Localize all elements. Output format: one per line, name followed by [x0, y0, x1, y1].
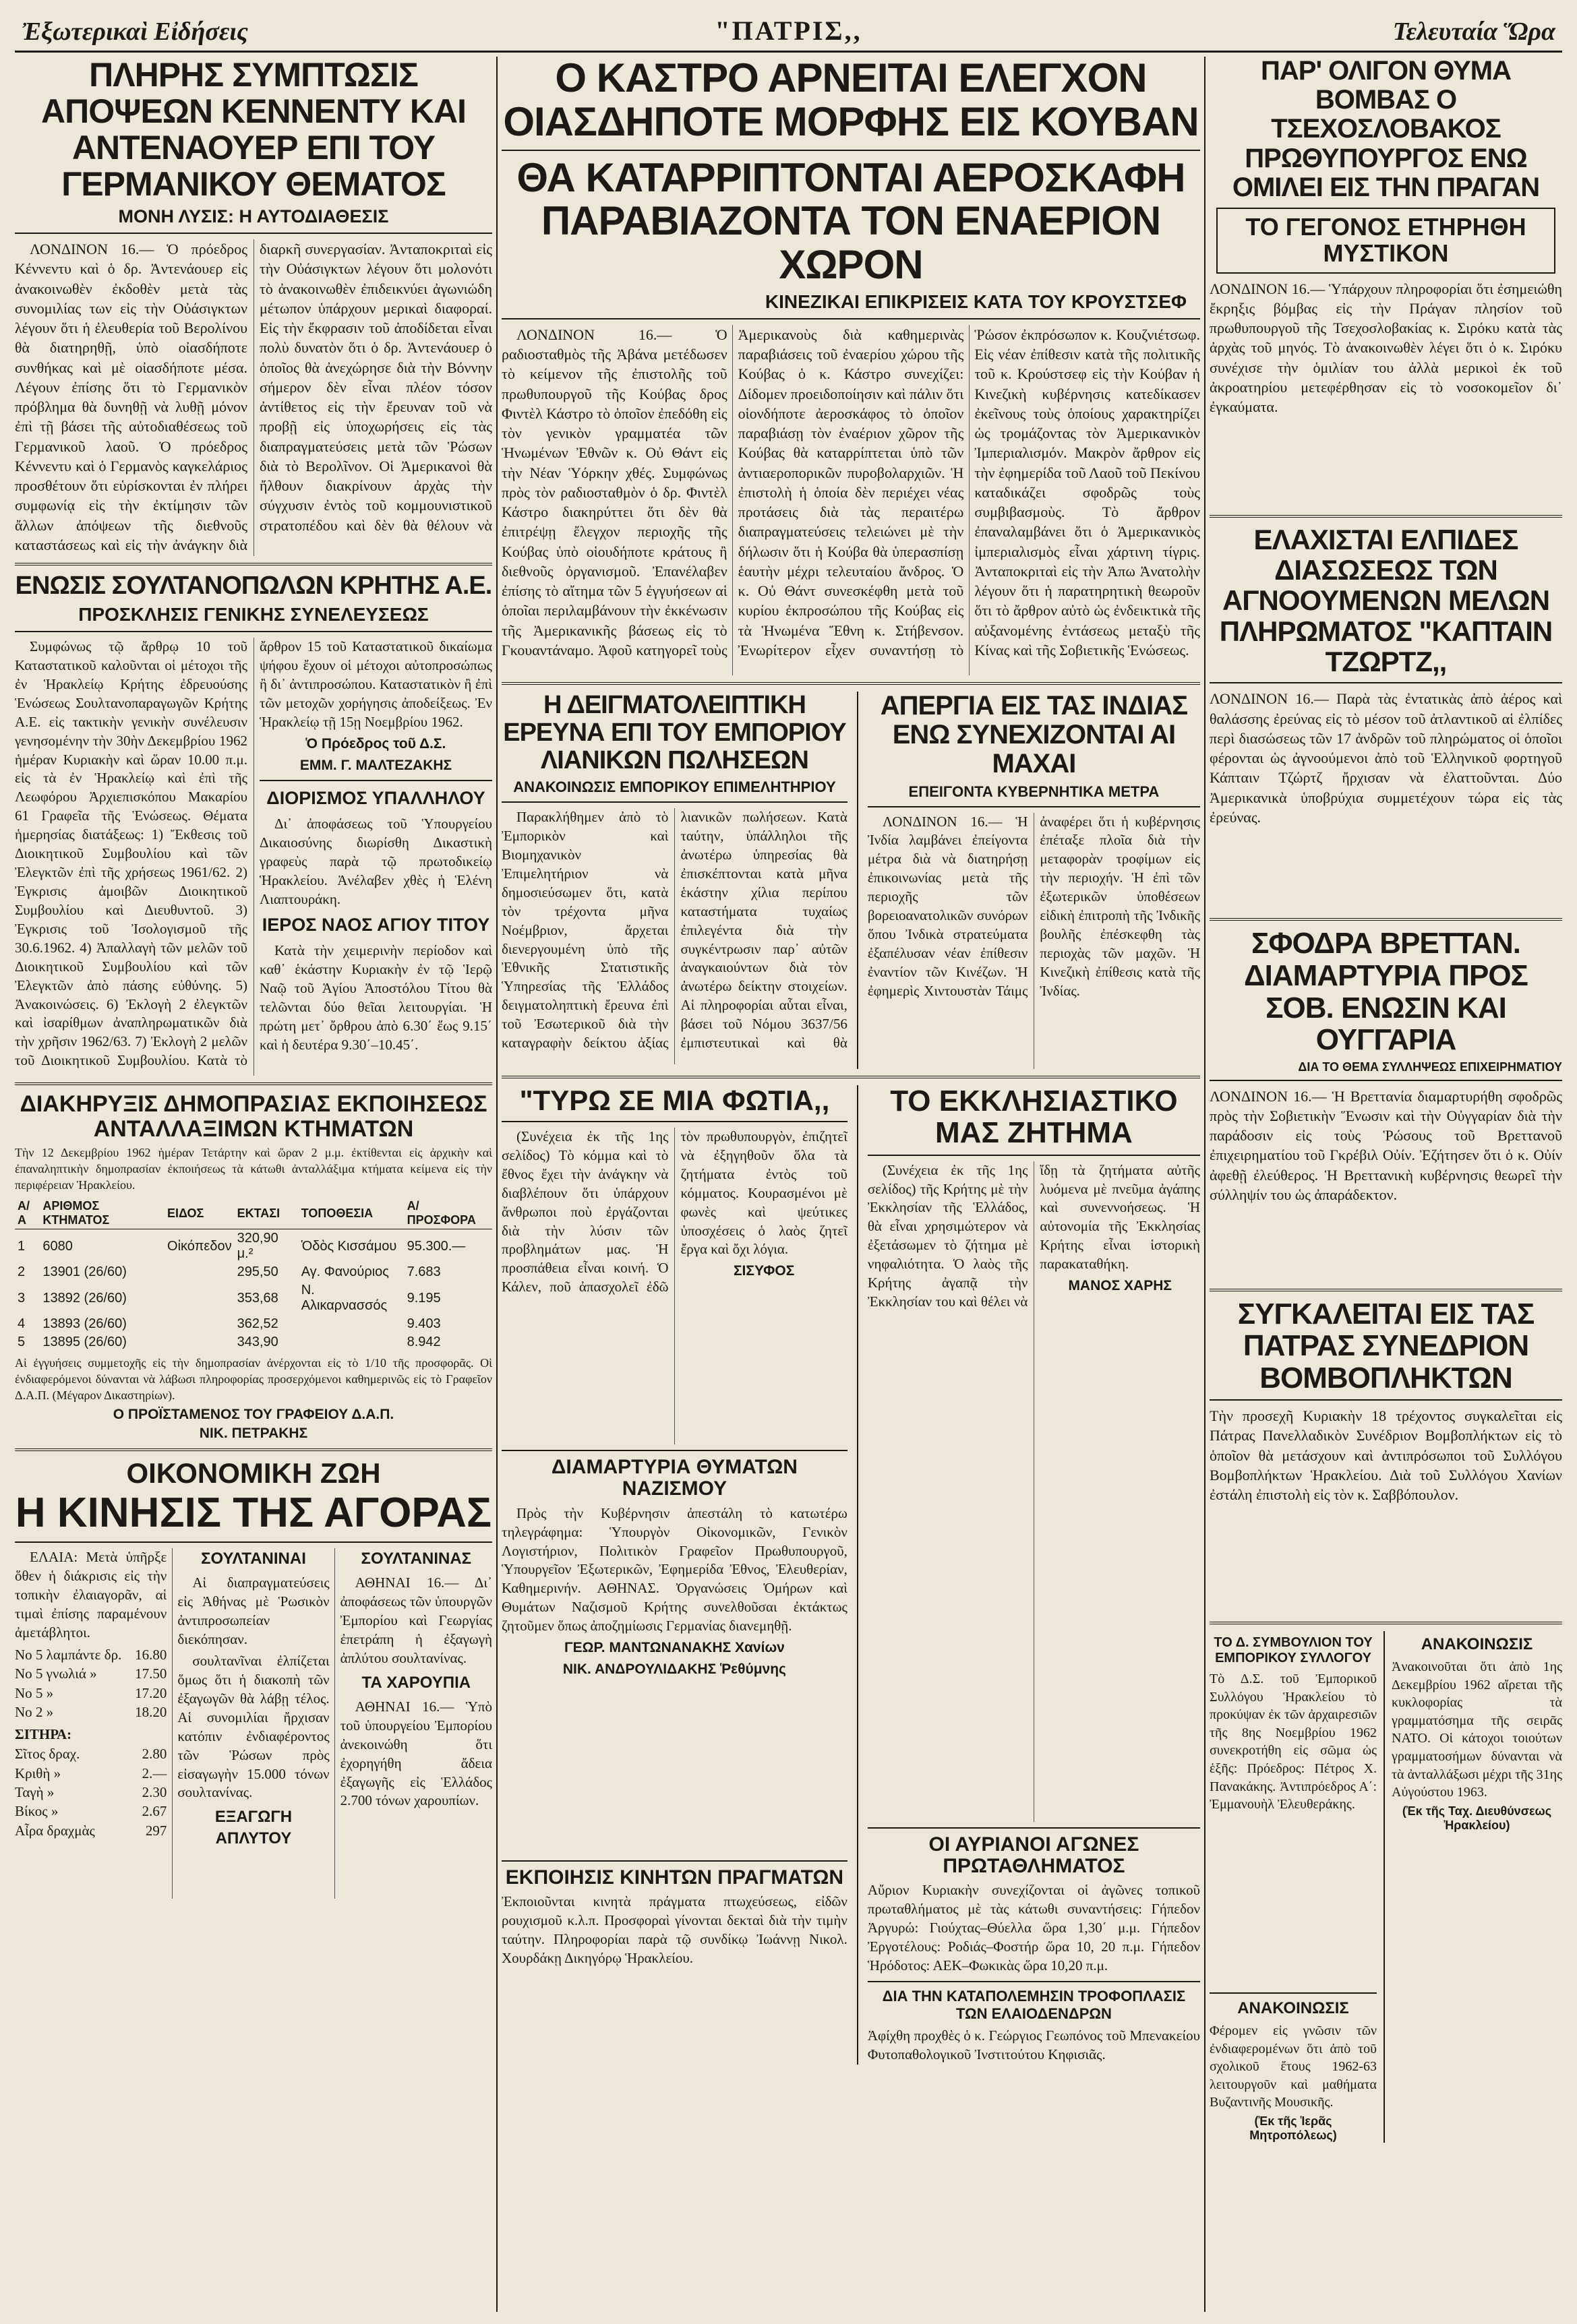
headline-retail-survey: Η ΔΕΙΓΜΑΤΟΛΕΙΠΤΙΚΗ ΕΡΕΥΝΑ ΕΠΙ ΤΟΥ ΕΜΠΟΡΙΟΥ ΛΙΑΝΙΚΩΝ ΠΩΛΗΣΕΩΝ [503, 690, 846, 775]
auction-notes: Αἱ ἐγγυήσεις συμμετοχῆς εἰς τὴν δημοπρασίαν ἀνέρχονται εἰς τὸ 1/10 τῆς προσφορᾶς. Οἱ ἐνδιαφερόμενοι δύνανται νὰ λάβωσι πληροφορίας προσερχόμενοι καθημερινῶς εἰς τὸ Γραφεῖον Δ.Α.Π. (Μέγαρον Δικαστηρίων). [15, 1356, 492, 1403]
right-column: ΠΑΡ' ΟΛΙΓΟΝ ΘΥΜΑ ΒΟΜΒΑΣ Ο ΤΣΕΧΟΣΛΟΒΑΚΟΣ ΠΡΩΘΥΠΟΥΡΓΟΣ ΕΝΩ ΟΜΙΛΕΙ ΕΙΣ ΤΗΝ ΠΡΑΓΑΝ ΤΟ ΓΕΓΟΝΟΣ ΕΤΗΡΗΘΗ ΜΥΣΤΙΚΟΝ ΛΟΝΔΙΝΟΝ 16.— Ὑπάρχουν πληροφορίαι ὅτι ἐσημειώθη ἔκρηξις βόμβας εἰς τὴν Πράγαν πλησίον τοῦ πρωθυπουργοῦ τῆς Τσεχοσλοβακίας κ. Σιρόκυ κατὰ τὰς ἀρχὰς τοῦ μηνός. Τὸ ἀνακοινωθὲν λέγει ὅτι ὁ κ. Σιρόκυ συνέχισε τὴν ὁμιλίαν του ἀλλὰ μερικοὶ ἐκ τοῦ ἀκροατηρίου μετεφέρθησαν εἰς τὸ νοσοκομεῖον δι᾽ ἐγκαύματα. ΕΛΑΧΙΣΤΑΙ ΕΛΠΙΔΕΣ ΔΙΑΣΩΣΕΩΣ ΤΩΝ ΑΓΝΟΟΥΜΕΝΩΝ ΜΕΛΩΝ ΠΛΗΡΩΜΑΤΟΣ "ΚΑΠΤΑΙΝ ΤΖΩΡΤΖ,, ΛΟΝΔΙΝΟΝ 16.— Παρὰ τὰς ἐντατικὰς ἀπὸ ἀέρος καὶ θαλάσσης ἐρεύνας εἰς τὸ μέσον τοῦ ἀτλαντικοῦ αἱ ἐλπίδες περὶ διασώσεως τῶν 17 ἀνδρῶν τοῦ πληρώματος οἱ ὁποῖοι φέρονται ὡς ἀγνοούμενοι ἀπὸ τοῦ Ἑλληνικοῦ φορτηγοῦ Κάπταιν Τζώρτζ ἤρχισαν νὰ ἐλαττοῦνται. Δύο Ἀμερικανικὰ ὑποβρύχια συμμετέχουν τώρα εἰς τὰς ἐρεύνας. ΣΦΟΔΡΑ ΒΡΕΤΤΑΝ. ΔΙΑΜΑΡΤΥΡΙΑ ΠΡΟΣ ΣΟΒ. ΕΝΩΣΙΝ ΚΑΙ ΟΥΓΓΑΡΙΑ ΔΙΑ ΤΟ ΘΕΜΑ ΣΥΛΛΗΨΕΩΣ ΕΠΙΧΕΙΡΗΜΑΤΙΟΥ ΛΟΝΔΙΝΟΝ 16.— Ἡ Βρεττανία διαμαρτυρήθη σφοδρῶς πρὸς τὴν Σοβιετικὴν Ἕνωσιν καὶ τὴν Οὐγγαρίαν διὰ τὴν παράδοσιν εἰς τοὺς Ῥώσους τοῦ Βρεττανοῦ ἐπιχειρηματίου τοῦ Γκρέβιλ Οὐίν. Ἐζήτησεν ὅτι ὁ κ. Οὐίν ἀφεθῇ ἐλεύθερος. Ἡ Βρεττανικὴ κυβέρνησις θεωρεῖ τὴν σύλληψίν του ὡς ἀπαράδεκτον. ΣΥΓΚΑΛΕΙΤΑΙ ΕΙΣ ΤΑΣ ΠΑΤΡΑΣ ΣΥΝΕΔΡΙΟΝ ΒΟΜΒΟΠΛΗΚΤΩΝ Τὴν προσεχῆ Κυριακὴν 18 τρέχοντος συγκαλεῖται εἰς Πάτρας Πανελλαδικὸν Συνέδριον Βομβοπλήκτων εἰς τὸ ὁποῖον θὰ μετάσχουν καὶ ἀντιπρόσωποι τοῦ Συλλόγου Βομβοπλήκτων Ἡρακλείου. Διὰ τοῦ Συλλόγου Χανίων ἐστάλη ἐπιστολὴ εἰς τὸν κ. Σαββόπουλον. ΤΟ Δ. ΣΥΜΒΟΥΛΙΟΝ ΤΟΥ ΕΜΠΟΡΙΚΟΥ ΣΥΛΛΟΓΟΥ Τὸ Δ.Σ. τοῦ Ἐμπορικοῦ Συλλόγου Ἡρακλείου τὸ προκύψαν ἐκ τῶν ἀρχαιρεσιῶν τῆς 8ης Νοεμβρίου 1962 συνεκροτήθη εἰς σῶμα ὡς ἑξῆς: Πρόεδρος: Πέτρος Χ. Πανακάκης. Ἀντιπρόεδρος Α΄: Ἐμμανουὴλ Ἐλευθεράκης. ΑΝΑΚΟΙΝΩΣΙΣ Φέρομεν εἰς γνῶσιν τῶν ἐνδιαφερομένων ὅτι ἀπὸ τοῦ σχολικοῦ ἔτους 1962-63 λειτουργοῦν καὶ μαθήματα Βυζαντινῆς Μουσικῆς. (Ἐκ τῆς Ἱερᾶς Μητροπόλεως) ΑΝΑΚΟΙΝΩΣΙΣ Ἀνακοινοῦται ὅτι ἀπὸ 1ης Δεκεμβρίου 1962 αἴρεται τῆς κυκλοφορίας τὰ γραμματόσημα τῆς σειρᾶς ΝΑΤΟ. Οἱ κάτοχοι τοιούτων γραμματοσήμων δύνανται νὰ τὰ ἀνταλλάξωσι μέχρι τῆς 31ης Αὐγούστου 1963. (Ἐκ τῆς Ταχ. Διευθύνσεως Ἡρακλείου) [1210, 57, 1562, 2143]
headline-announcement-1: ΑΝΑΚΟΙΝΩΣΙΣ [1421, 1635, 1533, 1654]
table-row: 5 13895 (26/60) 343,90 8.942 [18, 1335, 441, 1350]
article-sultana-union: Συμφώνως τῷ ἄρθρῳ 10 τοῦ Καταστατικοῦ καλοῦνται οἱ μέτοχοι τῆς ἐν Ἡρακλείῳ Κρήτης ἐδρευούσης Ἑνώσεως Σουλτανοπαραγωγῶν Κρήτης Α.Ε. εἰς τακτικὴν γενικὴν συνέλευσιν γενησομένην τὴν 30ὴν Δεκεμβρίου 1962 ἡμέραν Κυριακὴν καὶ ὥραν 10.00 π.μ. εἰς τὰ ἐν Ἡρακλείῳ καὶ ἐπὶ τῆς Λεωφόρου Ἀρχιεπισκόπου Μακαρίου 61 Γραφεῖα τῆς Ἑνώσεως. Θέματα ἡμερησίας διατάξεως: 1) Ἔκθεσις τοῦ Διοικητικοῦ Συμβουλίου καὶ τῶν Ἐλεγκτῶν ἐπὶ τῆς χρήσεως 1961/62. 2) Ἐγκρισις ἀμοιβῶν Διοικητικοῦ Συμβουλίου καὶ Διευθυντοῦ. 3) Ἐγκρισις τοῦ Ἰσολογισμοῦ τῆς 30.6.1962. 4) Ἀπαλλαγὴ τῶν μελῶν τοῦ Διοικητικοῦ Συμβουλίου καὶ τῶν Ἐλεγκτῶν ἀπὸ πάσης εὐθύνης. 5) Ἀνακοινώσεις. 6) Ἐκλογὴ 2 ἐλεγκτῶν καὶ ἰσαρίθμων ἀναπληρωματικῶν διὰ τὴν χρῆσιν 1962/63. 7) Ἐκλογὴ 2 μελῶν τοῦ Διοικητικοῦ Συμβουλίου. Κατὰ τὸ ἄρθρον 15 τοῦ Καταστατικοῦ δικαίωμα ψήφου ἔχουν οἱ μέτοχοι αὐτοπροσώπως ἢ δι᾽ ἀντιπροσώπου. Καταστατικὸν ἢ ἐπὶ τῶν μετοχῶν χορήγησις ἀποδείξεως. Ἐν Ἡρακλείῳ τῇ 15ῃ Νοεμβρίου 1962. Ὁ Πρόεδρος τοῦ Δ.Σ. ΕΜΜ. Γ. ΜΑΛΤΕΖΑΚΗΣ ΔΙΟΡΙΣΜΟΣ ΥΠΑΛΛΗΛΟΥ Δι᾽ ἀποφάσεως τοῦ Ὑπουργείου Δικαιοσύνης διωρίσθη Δικαστικὴ γραφεὺς παρὰ τῷ πρωτοδικείῳ Ἡρακλείου. Ἀνέλαβεν χθὲς ἡ Ἑλένη Λιαπτουράκη. ΙΕΡΟΣ ΝΑΟΣ ΑΓΙΟΥ ΤΙΤΟΥ Κατὰ τὴν χειμερινὴν περίοδον καὶ καθ᾽ ἑκάστην Κυριακὴν ἐν τῷ Ἱερῷ Ναῷ τοῦ Ἁγίου Ἀποστόλου Τίτου θὰ τελῶνται δύο θεῖαι λειτουργίαι. Ἡ πρώτη μετ᾽ ὄρθρου ἀπὸ 6.30΄ ἕως 9.15΄ καὶ ἡ δευτέρα 9.30΄–10.45΄. [15, 638, 492, 1069]
article-captain-george: ΛΟΝΔΙΝΟΝ 16.— Παρὰ τὰς ἐντατικὰς ἀπὸ ἀέρος καὶ θαλάσσης ἐρεύνας εἰς τὸ μέσον τοῦ ἀτλαντικοῦ αἱ ἐλπίδες περὶ διασώσεως τῶν 17 ἀνδρῶν τοῦ πληρώματος οἱ ὁποῖοι φέρονται ὡς ἀγνοούμενοι ἀπὸ τοῦ Ἑλληνικοῦ φορτηγοῦ Κάπταιν Τζώρτζ ἤρχισαν νὰ ἐλαττοῦνται. Δύο Ἀμερικανικὰ ὑποβρύχια συμμετέχουν τώρα εἰς τὰς ἐρεύνας. [1210, 690, 1562, 826]
headline-bomb-prague: ΠΑΡ' ΟΛΙΓΟΝ ΘΥΜΑ ΒΟΜΒΑΣ Ο ΤΣΕΧΟΣΛΟΒΑΚΟΣ ΠΡΩΘΥΠΟΥΡΓΟΣ ΕΝΩ ΟΜΙΛΕΙ ΕΙΣ ΤΗΝ ΠΡΑΓΑΝ [1232, 57, 1540, 202]
table-row: 3 13892 (26/60) 353,68 Ν. Αλικαρνασσός 9.195 [18, 1283, 441, 1314]
table-row: 2 13901 (26/60) 295,50 Αγ. Φανούριος 7.683 [18, 1264, 441, 1280]
banner-castro: Ο ΚΑΣΤΡΟ ΑΡΝΕΙΤΑΙ ΕΛΕΓΧΟΝ ΟΙΑΣΔΗΠΟΤΕ ΜΟΡΦΗΣ ΕΙΣ ΚΟΥΒΑΝ [503, 57, 1199, 144]
article-india: ΛΟΝΔΙΝΟΝ 16.— Ἡ Ἰνδία λαμβάνει ἐπείγοντα μέτρα διὰ νὰ διατηρήσῃ ἐπικοινωνίας μετὰ τῆς περιοχῆς τῶν βορειοανατολικῶν συνόρων ὅπου Ἰνδικὰ στρατεύματα ἐξαπέλυσαν νέαν ἐπίθεσιν ἐναντίον τῶν Κινέζων. Ἡ ἐφημερὶς Χιντουστὰν Τάιμς ἀναφέρει ὅτι ἡ κυβέρνησις ἐπέταξε πλοῖα διὰ τὴν μεταφορὰν τροφίμων εἰς τὴν περιοχήν. Ἡ ἐπὶ τῶν ἐξωτερικῶν ὑποθέσεων εἰδικὴ ἐπιτροπὴ τῆς Ἰνδικῆς βουλῆς ἐπέσκεφθη τὰς περιοχὰς τῶν μαχῶν. Ἡ Κινεζικὴ ἐπίθεσις κατὰ τῆς Ἰνδίας. [867, 813, 1200, 999]
headline-india-strike: ΑΠΕΡΓΙΑ ΕΙΣ ΤΑΣ ΙΝΔΙΑΣ ΕΝΩ ΣΥΝΕΧΙΖΟΝΤΑΙ ΑΙ ΜΑΧΑΙ [880, 690, 1188, 779]
headline-british-protest: ΣΦΟΔΡΑ ΒΡΕΤΤΑΝ. ΔΙΑΜΑΡΤΥΡΙΑ ΠΡΟΣ ΣΟΒ. ΕΝΩΣΙΝ ΚΑΙ ΟΥΓΓΑΡΙΑ [1244, 927, 1528, 1057]
article-announcement-2: Φέρομεν εἰς γνῶσιν τῶν ἐνδιαφερομένων ὅτι ἀπὸ τοῦ σχολικοῦ ἔτους 1962-63 λειτουργοῦν καὶ μαθήματα Βυζαντινῆς Μουσικῆς. [1210, 2023, 1377, 2110]
headline-kennedy-adenauer: ΠΛΗΡΗΣ ΣΥΜΠΤΩΣΙΣ ΑΠΟΨΕΩΝ ΚΕΝΝΕΝΤΥ ΚΑΙ ΑΝΤΕΝΑΟΥΕΡ ΕΠΙ ΤΟΥ ΓΕΡΜΑΝΙΚΟΥ ΘΕΜΑΤΟΣ [40, 57, 467, 203]
headline-market-movement: Η ΚΙΝΗΣΙΣ ΤΗΣ ΑΓΟΡΑΣ [15, 1490, 492, 1537]
article-olive-pest: Ἀφίχθη προχθὲς ὁ κ. Γεώργιος Γεωπόνος τοῦ Μπενακείου Φυτοπαθολογικοῦ Ἰνστιτούτου Κηφισιᾶς. [867, 2027, 1200, 2062]
article-bomb-victims-congress: Τὴν προσεχῆ Κυριακὴν 18 τρέχοντος συγκαλεῖται εἰς Πάτρας Πανελλαδικὸν Συνέδριον Βομβοπλήκτων εἰς τὸ ὁποῖον θὰ μετάσχουν καὶ ἀντιπρόσωποι τοῦ Συλλόγου Βομβοπλήκτων Ἡρακλείου. Διὰ τοῦ Συλλόγου Χανίων ἐστάλη ἐπιστολὴ εἰς τὸν κ. Σαββόπουλον. [1210, 1407, 1562, 1504]
left-column: ΠΛΗΡΗΣ ΣΥΜΠΤΩΣΙΣ ΑΠΟΨΕΩΝ ΚΕΝΝΕΝΤΥ ΚΑΙ ΑΝΤΕΝΑΟΥΕΡ ΕΠΙ ΤΟΥ ΓΕΡΜΑΝΙΚΟΥ ΘΕΜΑΤΟΣ ΜΟΝΗ ΛΥΣΙΣ: Η ΑΥΤΟΔΙΑΘΕΣΙΣ ΛΟΝΔΙΝΟΝ 16.— Ὁ πρόεδρος Κέννεντυ καὶ ὁ δρ. Ἀντενάουερ εἰς ἀνακοινωθὲν ἐκδοθὲν μετὰ τὰς συνομιλίας των εἰς τὴν Οὐάσιγκτων λέγουν ὅτι ἡ ἐλευθερία τοῦ Βερολίνου θὰ διατηρηθῇ, ὑπὸ οἰασδήποτε συνθήκας καὶ μὲ οἰασδήποτε μέσα. Λέγουν ἐπίσης ὅτι τὸ Γερμανικὸν πρόβλημα θὰ δυνηθῇ νὰ λυθῇ μόνον ἐπὶ τῇ βάσει τῆς αὐτοδιαθέσεως τοῦ Γερμανικοῦ λαοῦ. Ὁ πρόεδρος Κέννεντυ καὶ ὁ Γερμανὸς καγκελάριος προσθέτουν ὅτι εὑρίσκονται ἐν πλήρει συμφωνίᾳ εἰς τὴν ἐκτίμησιν τῶν ἄλλων ἀπόψεων τῆς διεθνοῦς καταστάσεως καὶ εἰς τὴν ἀνάγκην διὰ διαρκῆ συνεργασίαν. Ἀνταποκριταὶ εἰς τὴν Οὐάσιγκτων λέγουν ὅτι μολονότι τὸ ἀνακοινωθὲν ἐπιδεικνύει ἀγωνιώδη μέτωπον ὑπάρχουν μερικαὶ διαφοραί. Εἰς τὴν ἔκφρασιν τοῦ ἀποδίδεται εἶναι πολὺ δυνατὸν ὅτι ὁ δρ. Ἀντενάουερ ὁ ὁποῖος θὰ ἀνεχώρησε διὰ τὴν Βόννην σήμερον δὲν εἶναι πλέον τόσον ἀντίθετος εἰς τὴν ἔρευναν τοῦ νὰ προβῇ εἰς ὑποχωρήσεις εἰς τὰς διαπραγματεύσεις μετὰ τῶν Ῥώσων διὰ τὸ Βερολῖνον. Οἱ Ἀμερικανοὶ θὰ ἤλθουν διακρίνουν ἀρχὰς τὴν σύγχυσιν ἐντὸς τοῦ κομμουνιστικοῦ στρατοπέδου καὶ δὲν θὰ θέλουν νὰ ΕΝΩΣΙΣ ΣΟΥΛΤΑΝΟΠΩΛΩΝ ΚΡΗΤΗΣ Α.Ε. ΠΡΟΣΚΛΗΣΙΣ ΓΕΝΙΚΗΣ ΣΥΝΕΛΕΥΣΕΩΣ Συμφώνως τῷ ἄρθρῳ 10 τοῦ Καταστατικοῦ καλοῦνται οἱ μέτοχοι τῆς ἐν Ἡρακλείῳ Κρήτης ἐδρευούσης Ἑνώσεως Σουλτανοπαραγωγῶν Κρήτης Α.Ε. εἰς τακτικὴν γενικὴν συνέλευσιν γενησομένην τὴν 30ὴν Δεκεμβρίου 1962 ἡμέραν Κυριακὴν καὶ ὥραν 10.00 π.μ. εἰς τὰ ἐν Ἡρακλείῳ καὶ ἐπὶ τῆς Λεωφόρου Ἀρχιεπισκόπου Μακαρίου 61 Γραφεῖα τῆς Ἑνώσεως. Θέματα ἡμερησίας διατάξεως: 1) Ἔκθεσις τοῦ Διοικητικοῦ Συμβουλίου καὶ τῶν Ἐλεγκτῶν ἐπὶ τῆς χρήσεως 1961/62. 2) Ἐγκρισις ἀμοιβῶν Διοικητικοῦ Συμβουλίου καὶ Διευθυντοῦ. 3) Ἐγκρισις τοῦ Ἰσολογισμοῦ τῆς 30.6.1962. 4) Ἀπαλλαγὴ τῶν μελῶν τοῦ Διοικητικοῦ Συμβουλίου καὶ τῶν Ἐλεγκτῶν ἀπὸ πάσης εὐθύνης. 5) Ἀνακοινώσεις. 6) Ἐκλογὴ 2 ἐλεγκτῶν καὶ ἰσαρίθμων ἀναπληρωματικῶν διὰ τὴν χρῆσιν 1962/63. 7) Ἐκλογὴ 2 μελῶν τοῦ Διοικητικοῦ Συμβουλίου. Κατὰ τὸ ἄρθρον 15 τοῦ Καταστατικοῦ δικαίωμα ψήφου ἔχουν οἱ μέτοχοι αὐτοπροσώπως ἢ δι᾽ ἀντιπροσώπου. Καταστατικὸν ἢ ἐπὶ τῶν μετοχῶν χορήγησις ἀποδείξεως. Ἐν Ἡρακλείῳ τῇ 15ῃ Νοεμβρίου 1962. Ὁ Πρόεδρος τοῦ Δ.Σ. ΕΜΜ. Γ. ΜΑΛΤΕΖΑΚΗΣ ΔΙΟΡΙΣΜΟΣ ΥΠΑΛΛΗΛΟΥ Δι᾽ ἀποφάσεως τοῦ Ὑπουργείου Δικαιοσύνης διωρίσθη Δικαστικὴ γραφεὺς παρὰ τῷ πρωτοδικείῳ Ἡρακλείου. Ἀνέλαβεν χθὲς ἡ Ἑλένη Λιαπτουράκη. ΙΕΡΟΣ ΝΑΟΣ ΑΓΙΟΥ ΤΙΤΟΥ Κατὰ τὴν χειμερινὴν περίοδον καὶ καθ᾽ ἑκάστην Κυριακὴν ἐν τῷ Ἱερῷ Ναῷ τοῦ Ἁγίου Ἀποστόλου Τίτου θὰ τελῶνται δύο θεῖαι λειτουργίαι. Ἡ πρώτη μετ᾽ ὄρθρου ἀπὸ 6.30΄ ἕως 9.15΄ καὶ ἡ δευτέρα 9.30΄–10.45΄. ΔΙΑΚΗΡΥΞΙΣ ΔΗΜΟΠΡΑΣΙΑΣ ΕΚΠΟΙΗΣΕΩΣ ΑΝΤΑΛΛΑΞΙΜΩΝ ΚΤΗΜΑΤΩΝ Τὴν 12 Δεκεμβρίου 1962 ἡμέραν Τετάρτην καὶ ὥραν 2 μ.μ. ἐκτίθενται εἰς ἀρχικὴν καὶ ἐπαναληπτικὴν δημοπρασίαν ἐκποιήσεως τὰ κάτωθι ἀνταλλάξιμα κτήματα κείμενα εἰς τὴν περιφέρειαν Ἡρακλείου. Α/Α ΑΡΙΘΜΟΣ ΚΤΗΜΑΤΟΣ ΕΙΔΟΣ ΕΚΤΑΣΙ ΤΟΠΟΘΕΣΙΑ Α/ ΠΡΟΣΦΟΡΑ 1 6080 Οἰκόπεδον 320,90 μ.² Ὁδὸς Κισσάμου 95.300.— 2 13901 (26/60) 295,50 Αγ. Φανούριος 7.683 3 13892 (26/60) 353,68 Ν. Αλικαρνασσός 9.195 4 13893 (26/60) 362,52 9.403 5 13895 (26/60) 343,90 8.942 Αἱ ἐγγυήσεις συμμετοχῆς εἰς τὴν δημοπρασίαν ἀνέρχονται εἰς τὸ 1/10 τῆς προσφορᾶς. Οἱ ἐνδιαφερόμενοι δύνανται νὰ λάβωσι πληροφορίας προσερχόμενοι καθημερινῶς εἰς τὸ Γραφεῖον Δ.Α.Π. (Μέγαρον Δικαστηρίων). Ο ΠΡΟΪΣΤΑΜΕΝΟΣ ΤΟΥ ΓΡΑΦΕΙΟΥ Δ.Α.Π. ΝΙΚ. ΠΕΤΡΑΚΗΣ ΟΙΚΟΝΟΜΙΚΗ ΖΩΗ Η ΚΙΝΗΣΙΣ ΤΗΣ ΑΓΟΡΑΣ ΕΛΑΙΑ: Μετὰ ὑπῆρξε ὅθεν ἡ διάκρισις εἰς τὴν τοπικὴν ἐλαιαγορᾶν, αἱ τιμαὶ ἐπίσης παραμένουν ἀμετάβλητοι. Νο 5 λαμπάντε δρ. 16.80 Νο 5 γνωλιά » 17.50 Νο 5 » 17.20 Νο 2 » 18.20 ΣΙΤΗΡΑ: Σῖτος δραχ. 2.80 Κριθὴ » 2.— Ταγὴ » 2.30 Βίκος » 2.67 Αἶρα δραχμὰς 297 ΣΟΥΛΤΑΝΙΝΑΙ Αἱ διαπραγματεύσεις εἰς Ἀθήνας μὲ Ῥωσικὸν ἀντιπροσωπείαν διεκόπησαν. σουλτανῖναι ἐλπίζεται ὅμως ὅτι ἡ διακοπὴ τῶν ἐξαγωγῶν θὰ λάβῃ τέλος. Αἱ συνομιλίαι ἤρχισαν κατόπιν ἐνδιαφέροντος τῶν Ῥώσων πρὸς εἰσαγωγὴν 15.000 τόνων σουλτανίνας. ΕΞΑΓΩΓΗ ΑΠΛΥΤΟΥ ΣΟΥΛΤΑΝΙΝΑΣ ΑΘΗΝΑΙ 16.— Δι᾽ ἀποφάσεως τῶν ὑπουργῶν Ἐμπορίου καὶ Γεωργίας ἐπετράπη ἡ ἐξαγωγὴ ἀπλύτου σουλτανίνας. ΤΑ ΧΑΡΟΥΠΙΑ ΑΘΗΝΑΙ 16.— Ὑπὸ τοῦ ὑπουργείου Ἐμπορίου ἀνεκοινώθη ὅτι ἐχορηγήθη ἄδεια ἐξαγωγῆς εἰς Ἑλλάδος 2.700 τόνων χαρουπίων. [15, 57, 492, 2312]
tyro-block [502, 1085, 847, 2065]
headline-movables-sale: ΕΚΠΟΙΗΣΙΣ ΚΙΝΗΤΩΝ ΠΡΑΓΜΑΤΩΝ [505, 1866, 844, 1889]
auction-intro: Τὴν 12 Δεκεμβρίου 1962 ἡμέραν Τετάρτην καὶ ὥραν 2 μ.μ. ἐκτίθενται εἰς ἀρχικὴν καὶ ἐπαναληπτικὴν δημοπρασίαν ἐκποιήσεως τὰ κάτωθι ἀνταλλάξιμα κτήματα κείμενα εἰς τὴν περιφέρειαν Ἡρακλείου. [15, 1146, 492, 1192]
article-retail-survey: Παρακλήθημεν ἀπὸ τὸ Ἐμπορικὸν καὶ Βιομηχανικὸν Ἐπιμελητήριον νὰ δημοσιεύσωμεν ὅτι, κατὰ τὸν τρέχοντα μῆνα Νοέμβριον, ἄρχεται διενεργουμένη ὑπὸ τῆς Ἐθνικῆς Στατιστικῆς Ὑπηρεσίας τῆς Ἑλλάδος δειγματοληπτικὴ ἔρευνα ἐπὶ τοῦ Ἐσωτερικοῦ διὰ τὴν καταγραφὴν δείκτου ἀξίας λιανικῶν πωλήσεων. Κατὰ ταύτην, ὑπάλληλοι τῆς ἀνωτέρω ὑπηρεσίας θὰ ἐπισκέπτονται κατὰ μῆνα ἑκάστην χίλια περίπου καταστήματα τυχαίως ἐπιλεγέντα διὰ τὴν συγκέντρωσιν παρ᾽ αὐτῶν ἀναγκαιούντων διὰ τὸν ἀνωτέρω δείκτην στοιχείων. Αἱ πληροφορίαι αὗται εἶναι, βάσει τοῦ Νόμου 3637/56 ἐμπιστευτικαὶ καὶ θὰ [502, 809, 847, 1051]
oil-prices: Νο 5 λαμπάντε δρ. 16.80 Νο 5 γνωλιά » 17.50 Νο 5 » 17.20 Νο 2 » 18.20 [15, 1647, 167, 1721]
column-rule [496, 57, 498, 2312]
headline-captain-george: ΕΛΑΧΙΣΤΑΙ ΕΛΠΙΔΕΣ ΔΙΑΣΩΣΕΩΣ ΤΩΝ ΑΓΝΟΟΥΜΕΝΩΝ ΜΕΛΩΝ ΠΛΗΡΩΜΑΤΟΣ "ΚΑΠΤΑΙΝ ΤΖΩΡΤΖ,, [1219, 523, 1553, 678]
survey-block: Η ΔΕΙΓΜΑΤΟΛΕΙΠΤΙΚΗ ΕΡΕΥΝΑ ΕΠΙ ΤΟΥ ΕΜΠΟΡΙΟΥ ΛΙΑΝΙΚΩΝ ΠΩΛΗΣΕΩΝ ΑΝΑΚΟΙΝΩΣΙΣ ΕΜΠΟΡΙΚΟΥ ΕΠΙΜΕΛΗΤΗΡΙΟΥ Παρακλήθημεν ἀπὸ τὸ Ἐμπορικὸν καὶ Βιομηχανικὸν Ἐπιμελητήριον νὰ δημοσιεύσωμεν ὅτι, κατὰ τὸν τρέχοντα μῆνα Νοέμβριον, ἄρχεται διενεργουμένη ὑπὸ τῆς Ἐθνικῆς Στατιστικῆς Ὑπηρεσίας τῆς Ἑλλάδος δειγματοληπτικὴ ἔρευνα ἐπὶ τοῦ Ἐσωτερικοῦ διὰ τὴν καταγραφὴν δείκτου ἀξίας λιανικῶν πωλήσεων. Κατὰ ταύτην, ὑπάλληλοι τῆς ἀνωτέρω ὑπηρεσίας θὰ ἐπισκέπτονται κατὰ μῆνα ἑκάστην χίλια περίπου καταστήματα τυχαίως ἐπιλεγέντα διὰ τὴν συγκέντρωσιν παρ᾽ αὐτῶν ἀναγκαιούντων διὰ τὸν ἀνωτέρω δείκτην στοιχείων. Αἱ πληροφορίαι αὗται εἶναι, βάσει τοῦ Νόμου 3637/56 ἐμπιστευτικαὶ καὶ θὰ [502, 692, 847, 1069]
table-row: 4 13893 (26/60) 362,52 9.403 [18, 1316, 441, 1332]
section-title-left: Ἐξωτερικαὶ Εἰδήσεις [22, 18, 248, 46]
subhead-kept-secret-box: ΤΟ ΓΕΓΟΝΟΣ ΕΤΗΡΗΘΗ ΜΥΣΤΙΚΟΝ [1216, 208, 1555, 274]
article-church-issue: (Συνέχεια ἐκ τῆς 1ης σελίδος) τῆς Κρήτης μὲ τὴν Ἐκκλησίαν τῆς Ἑλλάδος, θὰ εἶναι χρησιμώτερον νὰ ἐξετάσωμεν τὸ ζήτημα μὲ νηφαλιότητα. Ὁ λαὸς τῆς Κρήτης ἀγαπᾷ τὴν Ἐκκλησίαν του καὶ θέλει νὰ ἴδῃ τὰ ζητήματα αὐτῆς λυόμενα μὲ πνεῦμα ἀγάπης καὶ συνεννοήσεως. Ἡ αὐτονομία τῆς Ἐκκλησίας Κρήτης εἶναι ἱστορικὴ παρακαταθήκη. ΜΑΝΟΣ ΧΑΡΗΣ [867, 1161, 1200, 1310]
headline-football: ΟΙ ΑΥΡΙΑΝΟΙ ΑΓΩΝΕΣ ΠΡΩΤΑΘΛΗΜΑΤΟΣ [928, 1833, 1139, 1877]
headline-sultana-union: ΕΝΩΣΙΣ ΣΟΥΛΤΑΝΟΠΩΛΩΝ ΚΡΗΤΗΣ Α.Ε. [15, 572, 492, 600]
masthead [15, 13, 1562, 53]
headline-bomb-victims-congress: ΣΥΓΚΑΛΕΙΤΑΙ ΕΙΣ ΤΑΣ ΠΑΤΡΑΣ ΣΥΝΕΔΡΙΟΝ ΒΟΜΒΟΠΛΗΚΤΩΝ [1237, 1297, 1535, 1395]
lower-band [502, 1085, 1200, 2065]
article-kennedy-adenauer: ΛΟΝΔΙΝΟΝ 16.— Ὁ πρόεδρος Κέννεντυ καὶ ὁ δρ. Ἀντενάουερ εἰς ἀνακοινωθὲν ἐκδοθὲν μετὰ τὰς συνομιλίας των εἰς τὴν Οὐάσιγκτων λέγουν ὅτι ἡ ἐλευθερία τοῦ Βερολίνου θὰ διατηρηθῇ, ὑπὸ οἰασδήποτε συνθήκας καὶ μὲ οἰασδήποτε μέσα. Λέγουν ἐπίσης ὅτι τὸ Γερμανικὸν πρόβλημα θὰ δυνηθῇ νὰ λυθῇ μόνον ἐπὶ τῇ βάσει τῆς αὐτοδιαθέσεως τοῦ Γερμανικοῦ λαοῦ. Ὁ πρόεδρος Κέννεντυ καὶ ὁ Γερμανὸς καγκελάριος προσθέτουν ὅτι εὑρίσκονται ἐν πλήρει συμφωνίᾳ εἰς τὴν ἐκτίμησιν τῶν ἄλλων ἀπόψεων τῆς διεθνοῦς καταστάσεως καὶ εἰς τὴν ἀνάγκην διὰ διαρκῆ συνεργασίαν. Ἀνταποκριταὶ εἰς τὴν Οὐάσιγκτων λέγουν ὅτι μολονότι τὸ ἀνακοινωθὲν ἐπιδεικνύει ἀγωνιώδη μέτωπον ὑπάρχουν μερικαὶ διαφοραί. Εἰς τὴν ἔκφρασιν τοῦ ἀποδίδεται εἶναι πολὺ δυνατὸν ὅτι ὁ δρ. Ἀντενάουερ ὁ ὁποῖος θὰ ἀνεχώρησε διὰ τὴν Βόννην σήμερον δὲν εἶναι πλέον τόσον ἀντίθετος εἰς τὴν ἔρευναν τοῦ νὰ προβῇ εἰς ὑποχωρήσεις εἰς τὰς διαπραγματεύσεις μετὰ τῶν Ῥώσων διὰ τὸ Βερολῖνον. Οἱ Ἀμερικανοὶ θὰ ἤλθουν διακρίνουν ἀρχὰς τὴν σύγχυσιν ἐντὸς τοῦ κομμουνιστικοῦ στρατοπέδου καὶ δὲν θὰ θέλουν νὰ [15, 241, 492, 553]
india-block: ΑΠΕΡΓΙΑ ΕΙΣ ΤΑΣ ΙΝΔΙΑΣ ΕΝΩ ΣΥΝΕΧΙΖΟΝΤΑΙ ΑΙ ΜΑΧΑΙ ΕΠΕΙΓΟΝΤΑ ΚΥΒΕΡΝΗΤΙΚΑ ΜΕΤΡΑ ΛΟΝΔΙΝΟΝ 16.— Ἡ Ἰνδία λαμβάνει ἐπείγοντα μέτρα διὰ νὰ διατηρήσῃ ἐπικοινωνίας μετὰ τῆς περιοχῆς τῶν βορειοανατολικῶν συνόρων ὅπου Ἰνδικὰ στρατεύματα ἐξαπέλυσαν νέαν ἐπίθεσιν ἐναντίον τῶν Κινέζων. Ἡ ἐφημερὶς Χιντουστὰν Τάιμς ἀναφέρει ὅτι ἡ κυβέρνησις ἐπέταξε πλοῖα διὰ τὴν μεταφορὰν τροφίμων εἰς τὴν περιοχήν. Ἡ ἐπὶ τῶν ἐξωτερικῶν ὑποθέσεων εἰδικὴ ἐπιτροπὴ τῆς Ἰνδικῆς βουλῆς ἐπέσκεφθη τὰς περιοχὰς τῶν μαχῶν. Ἡ Κινεζικὴ ἐπίθεσις κατὰ τῆς Ἰνδίας. [868, 692, 1200, 1069]
newspaper-title: "ΠΑΤΡΙΣ,, [715, 16, 862, 46]
auction-table: Α/Α ΑΡΙΘΜΟΣ ΚΤΗΜΑΤΟΣ ΕΙΔΟΣ ΕΚΤΑΣΙ ΤΟΠΟΘΕΣΙΑ Α/ ΠΡΟΣΦΟΡΑ 1 6080 Οἰκόπεδον 320,90 μ.² Ὁδὸς Κισσάμου 95.300.— 2 13901 (26/60) 295,50 Αγ. Φανούριος 7.683 3 13892 (26/60) 353,68 Ν. Αλικαρνασσός 9.195 4 13893 (26/60) 362,52 9.403 5 13895 (26/60) 343,90 8.942 [15, 1198, 492, 1351]
grain-prices: Σῖτος δραχ. 2.80 Κριθὴ » 2.— Ταγὴ » 2.30 Βίκος » 2.67 Αἶρα δραχμὰς 297 [15, 1746, 167, 1839]
center-column [502, 57, 1200, 2312]
article-merchants-board: Τὸ Δ.Σ. τοῦ Ἐμπορικοῦ Συλλόγου Ἡρακλείου τὸ προκύψαν ἐκ τῶν ἀρχαιρεσιῶν τῆς 8ης Νοεμβρίου 1962 συνεκροτήθη εἰς σῶμα ὡς ἑξῆς: Πρόεδρος: Πέτρος Χ. Πανακάκης. Ἀντιπρόεδρος Α΄: Ἐμμανουὴλ Ἐλευθεράκης. [1210, 1672, 1377, 1812]
article-announcement-1: Ἀνακοινοῦται ὅτι ἀπὸ 1ης Δεκεμβρίου 1962 αἴρεται τῆς κυκλοφορίας τὰ γραμματόσημα τῆς σειρᾶς ΝΑΤΟ. Οἱ κάτοχοι τοιούτων γραμματοσήμων δύνανται νὰ τὰ ἀνταλλάξωσι μέχρι τῆς 31ης Αὐγούστου 1963. [1392, 1659, 1562, 1800]
headline-sultanas: ΣΟΥΛΤΑΝΙΝΑΙ [201, 1550, 306, 1568]
headline-announcement-2: ΑΝΑΚΟΙΝΩΣΙΣ [1237, 1999, 1349, 2018]
headline-clerk-appointment: ΔΙΟΡΙΣΜΟΣ ΥΠΑΛΛΗΛΟΥ [266, 788, 485, 809]
headline-merchants-board: ΤΟ Δ. ΣΥΜΒΟΥΛΙΟΝ ΤΟΥ ΕΜΠΟΡΙΚΟΥ ΣΥΛΛΟΓΟΥ [1214, 1635, 1373, 1666]
church-block [868, 1085, 1200, 2065]
headline-carobs: ΤΑ ΧΑΡΟΥΠΙΑ [361, 1673, 471, 1692]
headline-church-issue: ΤΟ ΕΚΚΛΗΣΙΑΣΤΙΚΟ ΜΑΣ ΖΗΤΗΜΑ [890, 1084, 1178, 1150]
headline-auction: ΔΙΑΚΗΡΥΞΙΣ ΔΗΜΟΠΡΑΣΙΑΣ ΕΚΠΟΙΗΣΕΩΣ ΑΝΤΑΛΛΑΞΙΜΩΝ ΚΤΗΜΑΤΩΝ [20, 1091, 487, 1142]
article-british-protest: ΛΟΝΔΙΝΟΝ 16.— Ἡ Βρεττανία διαμαρτυρήθη σφοδρῶς πρὸς τὴν Σοβιετικὴν Ἕνωσιν καὶ τὴν Οὐγγαρίαν διὰ τὴν παράδοσιν εἰς τοὺς Ῥώσους τοῦ Βρεττανοῦ ἐπιχειρηματίου τοῦ Γκρέβιλ Οὐίν. Ἐζήτησεν ὅτι ὁ κ. Οὐίν ἀφεθῇ ἐλεύθερος. Ἡ Βρεττανικὴ κυβέρνησις θεωρεῖ τὴν σύλληψίν του ὡς ἀπαράδεκτον. [1210, 1087, 1562, 1203]
subhead-self-determination: ΜΟΝΗ ΛΥΣΙΣ: Η ΑΥΤΟΔΙΑΘΕΣΙΣ [118, 206, 389, 226]
headline-economic-life: ΟΙΚΟΝΟΜΙΚΗ ΖΩΗ [126, 1457, 381, 1490]
subhead-general-assembly: ΠΡΟΣΚΛΗΣΙΣ ΓΕΝΙΚΗΣ ΣΥΝΕΛΕΥΣΕΩΣ [78, 604, 429, 625]
middle-band [502, 692, 1200, 1069]
right-bottom-band: ΤΟ Δ. ΣΥΜΒΟΥΛΙΟΝ ΤΟΥ ΕΜΠΟΡΙΚΟΥ ΣΥΛΛΟΓΟΥ Τὸ Δ.Σ. τοῦ Ἐμπορικοῦ Συλλόγου Ἡρακλείου τὸ προκύψαν ἐκ τῶν ἀρχαιρεσιῶν τῆς 8ης Νοεμβρίου 1962 συνεκροτήθη εἰς σῶμα ὡς ἑξῆς: Πρόεδρος: Πέτρος Χ. Πανακάκης. Ἀντιπρόεδρος Α΄: Ἐμμανουὴλ Ἐλευθεράκης. ΑΝΑΚΟΙΝΩΣΙΣ Φέρομεν εἰς γνῶσιν τῶν ἐνδιαφερομένων ὅτι ἀπὸ τοῦ σχολικοῦ ἔτους 1962-63 λειτουργοῦν καὶ μαθήματα Βυζαντινῆς Μουσικῆς. (Ἐκ τῆς Ἱερᾶς Μητροπόλεως) ΑΝΑΚΟΙΝΩΣΙΣ Ἀνακοινοῦται ὅτι ἀπὸ 1ης Δεκεμβρίου 1962 αἴρεται τῆς κυκλοφορίας τὰ γραμματόσημα τῆς σειρᾶς ΝΑΤΟ. Οἱ κάτοχοι τοιούτων γραμματοσήμων δύνανται νὰ τὰ ἀνταλλάξωσι μέχρι τῆς 31ης Αὐγούστου 1963. (Ἐκ τῆς Ταχ. Διευθύνσεως Ἡρακλείου) [1210, 1631, 1562, 2143]
section-title-right: Τελευταία Ὥρα [1392, 18, 1555, 46]
article-football: Αὔριον Κυριακὴν συνεχίζονται οἱ ἀγῶνες τοπικοῦ πρωταθλήματος μὲ τὰς κάτωθι συναντήσεις: Γήπεδον Ἀργυρώ: Γιούχτας–Θύελλα ὥρα 1,30΄ μ.μ. Γήπεδον Ἐργοτέλους: Ροδιάς–Φοστήρ ὥρα 10, 20 π.μ. Γήπεδον Ἡρόδοτος: ΑΕΚ–Φωκικὰς ὥρα 10,20 π.μ. [867, 1882, 1200, 1974]
market-report: ΕΛΑΙΑ: Μετὰ ὑπῆρξε ὅθεν ἡ διάκρισις εἰς τὴν τοπικὴν ἐλαιαγορᾶν, αἱ τιμαὶ ἐπίσης παραμένουν ἀμετάβλητοι. Νο 5 λαμπάντε δρ. 16.80 Νο 5 γνωλιά » 17.50 Νο 5 » 17.20 Νο 2 » 18.20 ΣΙΤΗΡΑ: Σῖτος δραχ. 2.80 Κριθὴ » 2.— Ταγὴ » 2.30 Βίκος » 2.67 Αἶρα δραχμὰς 297 ΣΟΥΛΤΑΝΙΝΑΙ Αἱ διαπραγματεύσεις εἰς Ἀθήνας μὲ Ῥωσικὸν ἀντιπροσωπείαν διεκόπησαν. σουλτανῖναι ἐλπίζεται ὅμως ὅτι ἡ διακοπὴ τῶν ἐξαγωγῶν θὰ λάβῃ τέλος. Αἱ συνομιλίαι ἤρχισαν κατόπιν ἐνδιαφέροντος τῶν Ῥώσων πρὸς εἰσαγωγὴν 15.000 τόνων σουλτανίνας. ΕΞΑΓΩΓΗ ΑΠΛΥΤΟΥ ΣΟΥΛΤΑΝΙΝΑΣ ΑΘΗΝΑΙ 16.— Δι᾽ ἀποφάσεως τῶν ὑπουργῶν Ἐμπορίου καὶ Γεωργίας ἐπετράπη ἡ ἐξαγωγὴ ἀπλύτου σουλτανίνας. ΤΑ ΧΑΡΟΥΠΙΑ ΑΘΗΝΑΙ 16.— Ὑπὸ τοῦ ὑπουργείου Ἐμπορίου ἀνεκοινώθη ὅτι ἐχορηγήθη ἄδεια ἐξαγωγῆς εἰς Ἑλλάδος 2.700 τόνων χαρουπίων. [15, 1548, 492, 1899]
column-rule [1204, 57, 1206, 2312]
article-movables-sale: Ἐκποιοῦνται κινητὰ πράγματα πτωχεύσεως, εἰδῶν ρουχισμοῦ κ.λ.π. Προσφοραὶ γίνονται δεκταὶ διὰ τὴν τιμὴν ταύτην. Πληροφορίαι παρὰ τῷ συνδίκῳ Ἰωάννῃ Νικολ. Χουρδάκῃ Δικηγόρῳ Ἡρακλείου. [502, 1893, 847, 1966]
headline-nazism-victims: ΔΙΑΜΑΡΤΥΡΙΑ ΘΥΜΑΤΩΝ ΝΑΖΙΣΜΟΥ [551, 1455, 798, 1500]
table-row: 1 6080 Οἰκόπεδον 320,90 μ.² Ὁδὸς Κισσάμου 95.300.— [18, 1231, 466, 1262]
headline-agios-titos: ΙΕΡΟΣ ΝΑΟΣ ΑΓΙΟΥ ΤΙΤΟΥ [262, 915, 490, 935]
page-grid [15, 57, 1562, 2312]
subhead-chinese-criticism: ΚΙΝΕΖΙΚΑΙ ΕΠΙΚΡΙΣΕΙΣ ΚΑΤΑ ΤΟΥ ΚΡΟΥΣΤΣΕΦ [765, 290, 1187, 312]
article-castro: ΛΟΝΔΙΝΟΝ 16.— Ὁ ραδιοσταθμὸς τῆς Ἀβάνα μετέδωσεν τὸ κείμενον τῆς ἐπιστολῆς τοῦ πρωθυπουργοῦ τῆς Κούβας δρος Φιντὲλ Κάστρο τὸ ὁποῖον ἐπεδόθη εἰς τὸν γενικὸν γραμματέα τῶν Ἡνωμένων Ἐθνῶν κ. Οὐ Θάντ εἰς τὴν Νέαν Ὑόρκην χθές. Συμφώνως πρὸς τὸν ραδιοσταθμὸν ὁ δρ. Φιντὲλ Κάστρο διακηρύττει ὅτι δὲν θὰ ἐπιτρέψῃ ἔλεγχον περιοχῆς τῆς Κούβας ὑπὸ οἱουδήποτε κράτους ἢ διεθνοῦς ὀργανισμοῦ. Ἐπανέλαβεν ἐπίσης τὸ αἴτημα τῶν 5 ἐγγυήσεων αἱ ὁποῖαι περιλαμβάνουν τὴν ἐκκένωσιν τῆς Ἀμερικανικῆς βάσεως εἰς τὸ Γκουαντάναμο. Ἀφοῦ κατηγορεῖ τοὺς Ἀμερικανοὺς διὰ καθημερινὰς παραβιάσεις τοῦ ἐναερίου χώρου τῆς Κούβας ὁ κ. Κάστρο συνεχίζει: Δίδομεν προειδοποίησιν καὶ πάλιν ὅτι οἱονδήποτε ἀεροσκάφος τὸ ὁποῖον παραβιάσῃ τὸν ἐναέριον χῶρον τῆς Κούβας θὰ καταρρίπτεται ὑπὸ τῶν ἀντιαεροπορικῶν πυροβολαρχιῶν. Ἡ ἐπιστολὴ ἡ ὁποία δὲν περιέχει νέας προτάσεις διὰ τὰς περαιτέρω διαπραγματεύσεις τελειώνει μὲ τὴν δήλωσιν ὅτι ἡ Κούβα θὰ ὑπερασπίσῃ ἑαυτὴν μέχρι τελευταίου ἄνδρος. Ὁ κ. Οὐ Θάντ συνεσκέφθη μετὰ τοῦ κυρίου ἐκπροσώπου τῆς Κούβας εἰς τὰ Ἡνωμένα Ἔθνη κ. Στήβενσον. Ἐνωρίτερον εἶχεν συναντήσῃ τὸ Ῥώσον ἐκπρόσωπον κ. Κουζνιέτσωφ. Εἰς νέαν ἐπίθεσιν κατὰ τῆς πολιτικῆς τοῦ κ. Κρούστσεφ εἰς τὴν Κούβαν ἡ Κινεζικὴ κυβέρνησις κατεδίκασεν ἐκεῖνους τοὺς ὁποίους χαρακτηρίζει ὡς τρομάζοντας τὸν Ἀμερικανικὸν Ἰμπεριαλισμόν. Μακρὸν ἄρθρον εἰς τὴν ἐφημερίδα τοῦ Λαοῦ τοῦ Πεκίνου καταδικάζει σφοδρῶς τοὺς συμβιβασμοὺς. Τὸ ἄρθρον ἐπαναλαμβάνει ὅτι ὁ Ἀμερικανικὸς ἰμπεριαλισμὸς εἶναι χάρτινη τίγρις. Ἀνταποκριταὶ εἰς τὴν Ἀπω Ἀνατολὴν λέγουν ὅτι ἡ παρατηρητικὴ θεωροῦν ὅτι τὸ ἄρθρον αὐτὸ ὡς ἐνδεικτικὰ τῆς αὐξανομένης ἐντάσεως μεταξὺ τῆς Κίνας καὶ τῆς Σοβιετικῆς Ἑνώσεως. [502, 326, 1200, 659]
headline-olive-pest: ΔΙΑ ΤΗΝ ΚΑΤΑΠΟΛΕΜΗΣΙΝ ΤΡΟΦΟΠΛΑΣΙΣ ΤΩΝ ΕΛΑΙΟΔΕΝΔΡΩΝ [882, 1987, 1186, 2022]
article-nazism-victims: Πρὸς τὴν Κυβέρνησιν ἀπεστάλη τὸ κατωτέρω τηλεγράφημα: Ὑπουργὸν Οἰκονομικῶν, Γενικὸν Λογιστήριον, Πολιτικὸν Γραφεῖον Πρωθυπουργοῦ, Ὑπουργεῖον Ἐξωτερικῶν, Ἐφημερίδα Ἐθνος, Ἐλευθερίαν, Καθημερινήν. ΑΘΗΝΑΣ. Ὀργανώσεις Ὁμήρων καὶ Θυμάτων Ναζισμοῦ Κρήτης συνελθοῦσαι ἐκτάκτως ζητοῦμεν ὅπως ἀποζημίωσις Γερμανίας διανεμηθῇ. ΓΕΩΡ. ΜΑΝΤΩΝΑΝΑΚΗΣ Χανίων ΝΙΚ. ΑΝΔΡΟΥΛΙΔΑΚΗΣ Ῥεθύμνης [502, 1504, 847, 1678]
article-bomb-prague: ΛΟΝΔΙΝΟΝ 16.— Ὑπάρχουν πληροφορίαι ὅτι ἐσημειώθη ἔκρηξις βόμβας εἰς τὴν Πράγαν πλησίον τοῦ πρωθυπουργοῦ τῆς Τσεχοσλοβακίας κ. Σιρόκυ κατὰ τὰς ἀρχὰς τοῦ μηνός. Τὸ ἀνακοινωθὲν λέγει ὅτι ὁ κ. Σιρόκυ συνέχισε τὴν ὁμιλίαν του ἀλλὰ μερικοὶ ἐκ τοῦ ἀκροατηρίου μετεφέρθησαν εἰς τὸ νοσοκομεῖον δι᾽ ἐγκαύματα. [1210, 280, 1562, 416]
headline-tyro-fotia: "ΤΥΡΩ ΣΕ ΜΙΑ ΦΩΤΙΑ,, [519, 1084, 830, 1116]
headline-sultana-export: ΕΞΑΓΩΓΗ ΑΠΛΥΤΟΥ ΣΟΥΛΤΑΝΙΝΑΣ [214, 1550, 472, 1848]
banner-aircraft: ΘΑ ΚΑΤΑΡΡΙΠΤΟΝΤΑΙ ΑΕΡΟΣΚΑΦΗ ΠΑΡΑΒΙΑΖΟΝΤΑ ΤΟΝ ΕΝΑΕΡΙΟΝ ΧΩΡΟΝ [516, 154, 1185, 288]
article-tyro-fotia: (Συνέχεια ἐκ τῆς 1ης σελίδος) Τὸ κόμμα καὶ τὸ ἔθνος ἔχει τὴν ἀνάγκην νὰ διαβλέπουν ὅτι ὑπάρχουν ἄνθρωποι ποὺ ἐργάζονται διὰ τὴν λύσιν τῶν προβλημάτων μας. Ἡ προσπάθεια εἶναι κοινή. Ὁ Κάλεν, ποῦ ἀπασχολεῖ ἐδῶ τὸν πρωθυπουργὸν, ἐπιζητεῖ νὰ ἐξηγηθοῦν ὅλα τὰ ζητήματα ἐντὸς τοῦ κόμματος. Κουρασμένοι μὲ φωνὲς καὶ ψεύτικες ὑποσχέσεις ὁ λαὸς ζητεῖ ἔργα καὶ ὄχι λόγια. ΣΙΣΥΦΟΣ [502, 1128, 847, 1295]
